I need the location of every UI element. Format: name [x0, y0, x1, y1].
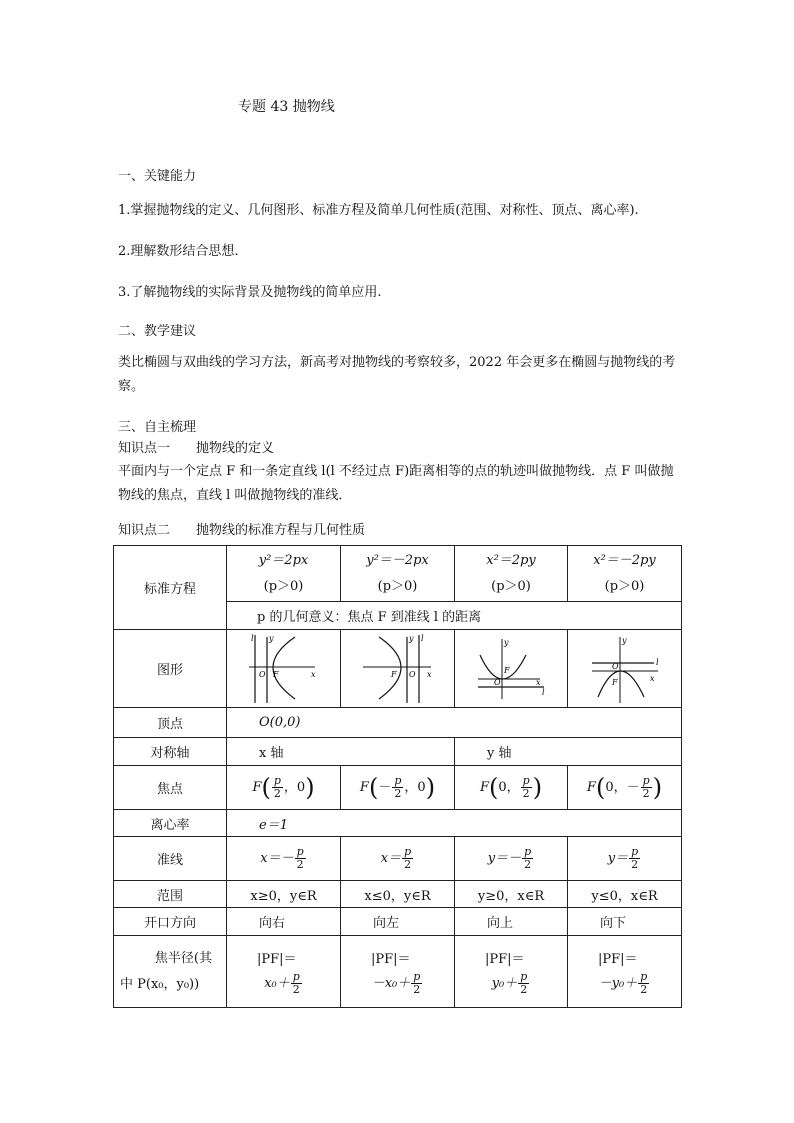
focus-up: F(0， $\frac{p}{2}$ ) — [455, 766, 568, 810]
label-graph: 图形 — [114, 630, 227, 708]
equation-down: x²＝－2py — [593, 552, 656, 568]
opening-left: 向左 — [341, 908, 455, 936]
svg-text:l: l — [542, 687, 545, 697]
opening-down: 向下 — [568, 908, 682, 936]
section-heading-2: 二、教学建议 — [118, 324, 197, 339]
row-range — [114, 881, 682, 908]
row-eccentricity — [114, 810, 682, 837]
svg-text:y: y — [504, 637, 509, 647]
svg-text:l: l — [655, 657, 659, 667]
svg-text:x: x — [310, 669, 316, 679]
section-heading-1: 一、关键能力 — [118, 169, 197, 184]
p-condition: (p＞0) — [604, 578, 645, 594]
row-directrix — [114, 837, 682, 881]
svg-text:O: O — [408, 669, 416, 679]
svg-text:x: x — [426, 669, 432, 679]
svg-text:x: x — [536, 677, 541, 687]
p-condition: (p＞0) — [377, 578, 418, 594]
svg-text:F: F — [611, 677, 618, 687]
row-vertex — [114, 708, 682, 738]
definition-text: 平面内与一个定点 F 和一条定直线 l(l 不经过点 F)距离相等的点的轨迹叫做抛物线．点 F 叫做抛物线的焦点，直线 l 叫做抛物线的准线． — [118, 464, 674, 503]
parabola-properties-table — [113, 545, 682, 1008]
svg-text:x: x — [649, 673, 655, 683]
svg-text:F: F — [504, 665, 510, 675]
row-axis — [114, 738, 682, 766]
graph-open-left — [361, 633, 435, 705]
label-focus: 焦点 — [114, 766, 227, 810]
knowledge-point-1-title: 知识点一 抛物线的定义 — [118, 441, 275, 456]
vertex-value: O(0,0) — [227, 708, 682, 738]
eccentricity-value: e＝1 — [227, 810, 682, 837]
opening-right: 向右 — [227, 908, 341, 936]
label-directrix: 准线 — [114, 837, 227, 881]
label-opening: 开口方向 — [114, 908, 227, 936]
graph-open-right — [247, 633, 321, 705]
axis-y-value: y 轴 — [455, 738, 682, 766]
knowledge-point-2-title: 知识点二 抛物线的标准方程与几何性质 — [118, 523, 366, 538]
range-up: y≥0，x∈R — [455, 881, 568, 908]
label-standard-equation: 标准方程 — [114, 546, 227, 630]
radius-down: |PF|＝ －y₀＋ $\frac{p}{2}$ — [568, 936, 682, 1008]
radius-up: |PF|＝ y₀＋ $\frac{p}{2}$ — [455, 936, 568, 1008]
section-heading-3: 三、自主梳理 — [118, 420, 197, 435]
label-focal-radius: 焦半径(其 中 P(x₀，y₀)) — [114, 936, 227, 1008]
directrix-left: x＝ $\frac{p}{2}$ — [341, 837, 455, 881]
svg-text:O: O — [494, 677, 501, 687]
p-condition: (p＞0) — [491, 578, 531, 594]
ability-item-3: 3.了解抛物线的实际背景及抛物线的简单应用. — [118, 285, 382, 300]
svg-text:y: y — [268, 633, 274, 643]
p-meaning: p 的几何意义：焦点 F 到准线 l 的距离 — [227, 602, 682, 630]
svg-text:F: F — [390, 669, 397, 679]
svg-text:O: O — [611, 661, 619, 671]
equation-up: x²＝2py — [486, 552, 536, 568]
svg-text:l: l — [250, 633, 254, 643]
page-title: 专题 43 抛物线 — [238, 99, 335, 115]
label-eccentricity: 离心率 — [114, 810, 227, 837]
label-vertex: 顶点 — [114, 708, 227, 738]
svg-text:y: y — [408, 633, 414, 643]
teaching-suggestion: 类比椭圆与双曲线的学习方法，新高考对抛物线的考察较多，2022 年会更多在椭圆与抛物线的考察。 — [118, 355, 676, 394]
directrix-down: y＝ $\frac{p}{2}$ — [568, 837, 682, 881]
radius-left: |PF|＝ －x₀＋ $\frac{p}{2}$ — [341, 936, 455, 1008]
row-standard-equation — [114, 546, 682, 602]
graph-open-up — [474, 633, 548, 705]
label-range: 范围 — [114, 881, 227, 908]
equation-left: y²＝－2px — [366, 552, 429, 568]
row-focus — [114, 766, 682, 810]
radius-right: |PF|＝ x₀＋ $\frac{p}{2}$ — [227, 936, 341, 1008]
graph-open-down — [588, 633, 662, 705]
svg-text:F: F — [272, 669, 279, 679]
axis-x-value: x 轴 — [227, 738, 455, 766]
svg-text:y: y — [621, 635, 627, 645]
equation-right: y²＝2px — [258, 552, 309, 568]
range-left: x≤0，y∈R — [341, 881, 455, 908]
label-axis: 对称轴 — [114, 738, 227, 766]
directrix-right: x＝－ $\frac{p}{2}$ — [227, 837, 341, 881]
svg-text:l: l — [420, 633, 424, 643]
row-opening — [114, 908, 682, 936]
directrix-up: y＝－ $\frac{p}{2}$ — [455, 837, 568, 881]
focus-down: F(0，－ $\frac{p}{2}$ ) — [568, 766, 682, 810]
opening-up: 向上 — [455, 908, 568, 936]
range-down: y≤0，x∈R — [568, 881, 682, 908]
p-condition: (p＞0) — [263, 578, 304, 594]
focus-left: F(－ $\frac{p}{2}$ ，0) — [341, 766, 455, 810]
ability-item-1: 1.掌握抛物线的定义、几何图形、标准方程及简单几何性质(范围、对称性、顶点、离心率). — [118, 203, 639, 218]
range-right: x≥0，y∈R — [227, 881, 341, 908]
row-graph — [114, 630, 682, 708]
svg-text:O: O — [258, 669, 266, 679]
focus-right: F( $\frac{p}{2}$ ，0) — [227, 766, 341, 810]
row-focal-radius — [114, 936, 682, 1008]
ability-item-2: 2.理解数形结合思想. — [118, 244, 239, 259]
